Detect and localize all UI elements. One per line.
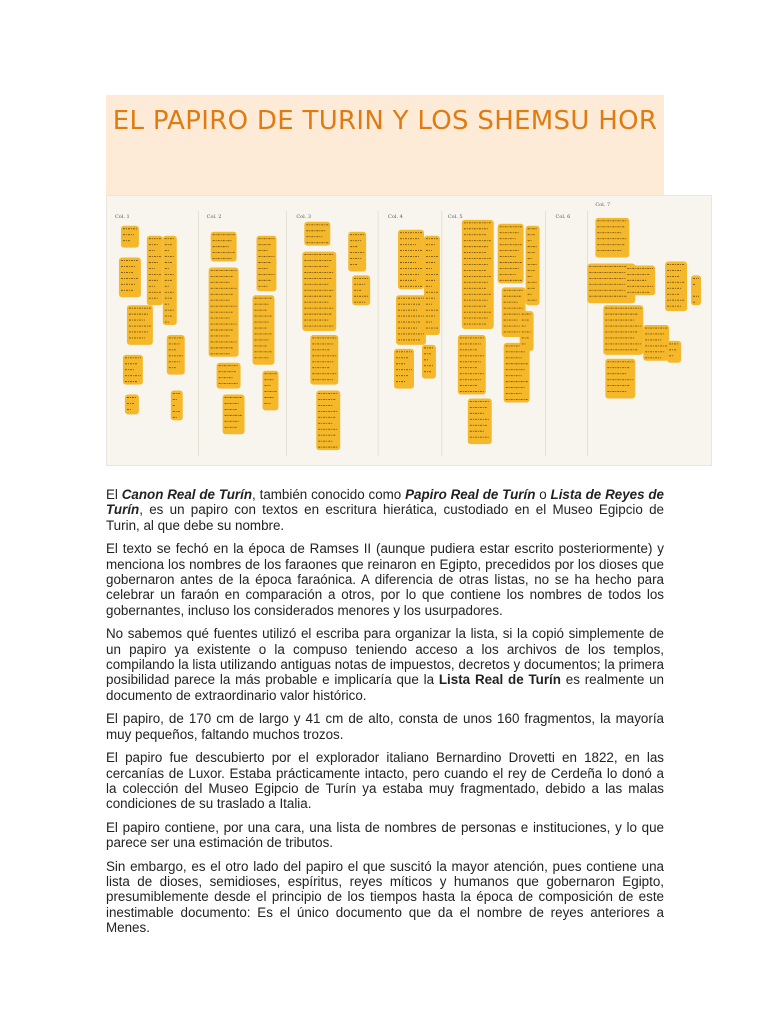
papyrus-fragment	[691, 275, 701, 305]
papyrus-fragment	[147, 236, 163, 305]
title-banner	[106, 95, 664, 195]
column-label: Col. 5	[447, 213, 463, 220]
term-lista-reyes: Lista de Reyes de Turín	[106, 487, 664, 518]
column-label: Col. 1	[114, 213, 130, 220]
papyrus-fragment	[526, 226, 540, 305]
papyrus-fragment	[253, 295, 275, 364]
paragraph-4: El papiro, de 170 cm de largo y 41 cm de alto, consta de unos 160 fragmentos, la mayoría muy pequeños, faltando muchos trozos.	[106, 711, 664, 742]
term-lista-real: Lista Real de Turín	[438, 672, 561, 688]
papyrus-fragment	[396, 295, 426, 345]
paragraph-3: No sabemos qué fuentes utilizó el escriba para organizar la lista, si la copió simplemente de un papiro ya existente o la compuso teniendo acceso a los archivos de los templos, compilando la lista utilizando antiguas notas de impuestos, decretos y documentos; la primera posibilidad parece la más probable e implicaría que la Lista Real de Turín es realmente un documento de extraordinario valor histórico.	[106, 626, 664, 703]
papyrus-fragment	[262, 371, 278, 411]
papyrus-fragment	[462, 220, 494, 329]
papyrus-fragments-image	[106, 195, 712, 466]
papyrus-fragment	[422, 345, 436, 379]
papyrus-fragment	[257, 236, 277, 292]
term-canon-real: Canon Real de Turín	[121, 487, 253, 502]
papyrus-fragment	[605, 359, 635, 399]
papyrus-fragment	[643, 325, 669, 361]
papyrus-fragment	[520, 311, 534, 351]
paragraph-6: El papiro contiene, por una cara, una lista de nombres de personas e instituciones, y lo que parece ser una estimación de tributos.	[106, 819, 664, 851]
page-title: EL PAPIRO DE TURIN Y LOS SHEMSU HOR	[112, 106, 658, 136]
papyrus-fragment	[302, 252, 336, 331]
papyrus-fragment	[595, 218, 629, 258]
column-label: Col. 2	[206, 213, 222, 220]
papyrus-fragment	[310, 335, 338, 385]
column-label: Col. 3	[296, 213, 312, 220]
papyrus-fragment	[217, 363, 241, 389]
term-papiro-real: Papiro Real de Turín	[405, 487, 536, 502]
papyrus-fragment	[394, 349, 414, 389]
papyrus-illustration	[107, 196, 711, 465]
paragraph-1: El Canon Real de Turín, también conocido como Papiro Real de Turín o Lista de Reyes de Turín, es un papiro con textos en escritura hierática, custodiado en el Museo Egipcio de Turin, al que debe su nombre.	[106, 487, 664, 533]
papyrus-fragment	[171, 391, 183, 421]
papyrus-fragment	[167, 335, 185, 375]
papyrus-fragment	[603, 305, 643, 355]
papyrus-fragment	[304, 222, 330, 246]
papyrus-fragment	[119, 258, 141, 298]
papyrus-fragment	[665, 262, 687, 312]
column-label: Col. 7	[595, 201, 611, 208]
paragraph-2: El texto se fechó en la época de Ramses II (aunque pudiera estar escrito posteriormente) y menciona los nombres de los faraones que reinaron en Egipto, precedidos por los dioses que gobernaron antes de la época faraónica. A diferencia de otras listas, no se ha hecho para celebrar un faraón en comparación a otros, por lo que contiene los nombres de todos los gobernantes, incluso los considerados menores y los usurpadores.	[106, 541, 664, 618]
column-label: Col. 6	[555, 213, 571, 220]
paragraph-7: Sin embargo, es el otro lado del papiro el que suscitó la mayor atención, pues contiene una lista de dioses, semidioses, espíritus, reyes míticos y humanos que gobernaron Egipto, presumiblemente desde el principio de los tiempos hasta la época de composición de este inestimable documento: Es el único documento que da el nombre de reyes anteriores a Menes.	[106, 858, 664, 936]
paragraph-5: El papiro fue descubierto por el explorador italiano Bernardino Drovetti en 1822, en las cercanías de Luxor. Estaba prácticamente intacto, pero cuando el rey de Cerdeña lo donó a la colección del Museo Egipcio de Turín ya estaba muy fragmentado, debido a las malas condiciones de su traslado a Italia.	[106, 750, 664, 812]
papyrus-fragment	[127, 305, 153, 345]
column-label: Col. 4	[388, 213, 403, 220]
papyrus-fragment	[223, 395, 245, 435]
article-body	[106, 487, 664, 944]
papyrus-fragment	[348, 232, 366, 272]
